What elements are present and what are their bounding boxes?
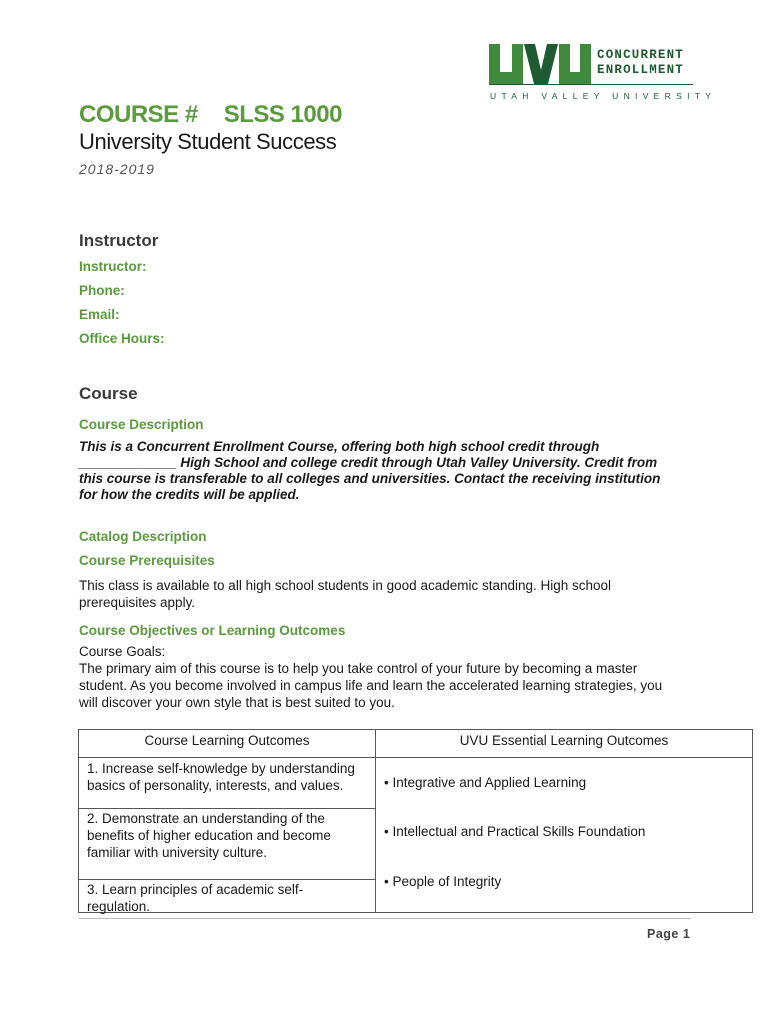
essential-outcome-integrity: • People of Integrity (384, 874, 502, 889)
essential-outcome-integrative: • Integrative and Applied Learning (384, 775, 587, 790)
course-prerequisites-label: Course Prerequisites (79, 553, 215, 568)
description-line: this course is transferable to all colleges and universities. Contact the receiving institution (79, 471, 661, 486)
cell-line: 2. Demonstrate an understanding of the (87, 811, 325, 826)
course-number: SLSS 1000 (223, 101, 342, 128)
course-objectives-label: Course Objectives or Learning Outcomes (79, 623, 346, 638)
footer-divider (79, 918, 691, 919)
logo-line-enrollment: ENROLLMENT (597, 63, 685, 77)
instructor-field-name: Instructor: (79, 259, 147, 274)
cell-line: regulation. (87, 899, 151, 914)
prereq-line: This class is available to all high school students in good academic standing. High school (79, 578, 612, 593)
cell-line: 3. Learn principles of academic self- (87, 882, 304, 897)
goals-line: student. As you become involved in campus life and learn the accelerated learning strategies, you (79, 678, 663, 693)
table-row-divider (79, 808, 375, 809)
course-number-heading (79, 101, 342, 129)
course-description (79, 439, 699, 503)
description-line: _____________ High School and college credit through Utah Valley University. Credit from (79, 455, 658, 470)
prereq-line: prerequisites apply. (79, 595, 196, 610)
cell-line: familiar with university culture. (87, 845, 268, 860)
table-cell-outcome-2 (87, 810, 372, 861)
essential-outcome-intellectual: • Intellectual and Practical Skills Foundation (384, 824, 646, 839)
catalog-description-label: Catalog Description (79, 529, 207, 544)
course-goals-text (79, 643, 719, 711)
column-header-course-outcomes: Course Learning Outcomes (144, 733, 310, 748)
description-line: for how the credits will be applied. (79, 487, 300, 502)
logo-university-name: UTAH VALLEY UNIVERSITY (490, 91, 717, 101)
table-cell-outcome-3 (87, 881, 372, 915)
logo-wordmark (597, 48, 684, 78)
logo-line-concurrent: CONCURRENT (597, 48, 685, 62)
uvu-logo-mark (489, 44, 591, 84)
cell-line: 1. Increase self-knowledge by understanding (87, 761, 355, 776)
instructor-field-office-hours: Office Hours: (79, 331, 165, 346)
goals-line: The primary aim of this course is to help you take control of your future by becoming a master (79, 661, 638, 676)
cell-line: basics of personality, interests, and values. (87, 778, 344, 793)
course-label: COURSE # (79, 101, 198, 128)
course-description-label: Course Description (79, 417, 204, 432)
logo-divider (489, 84, 693, 85)
academic-year: 2018-2019 (79, 161, 155, 177)
goals-line: Course Goals: (79, 644, 166, 659)
learning-outcomes-table (78, 729, 753, 913)
cell-line: benefits of higher education and become (87, 828, 331, 843)
instructor-heading: Instructor (79, 231, 159, 250)
uvu-concurrent-enrollment-logo (489, 44, 717, 104)
column-header-uvu-outcomes: UVU Essential Learning Outcomes (459, 733, 669, 748)
course-name: University Student Success (79, 129, 337, 154)
page-number: Page 1 (647, 927, 691, 941)
instructor-field-phone: Phone: (79, 283, 125, 298)
course-heading: Course (79, 384, 138, 403)
table-cell-outcome-1 (87, 760, 372, 794)
prerequisites-text (79, 577, 699, 611)
description-line: This is a Concurrent Enrollment Course, offering both high school credit through (79, 439, 600, 454)
instructor-field-email: Email: (79, 307, 120, 322)
table-header-divider (79, 757, 752, 758)
goals-line: will discover your own style that is best suited to you. (79, 695, 395, 710)
table-row-divider (79, 879, 375, 880)
